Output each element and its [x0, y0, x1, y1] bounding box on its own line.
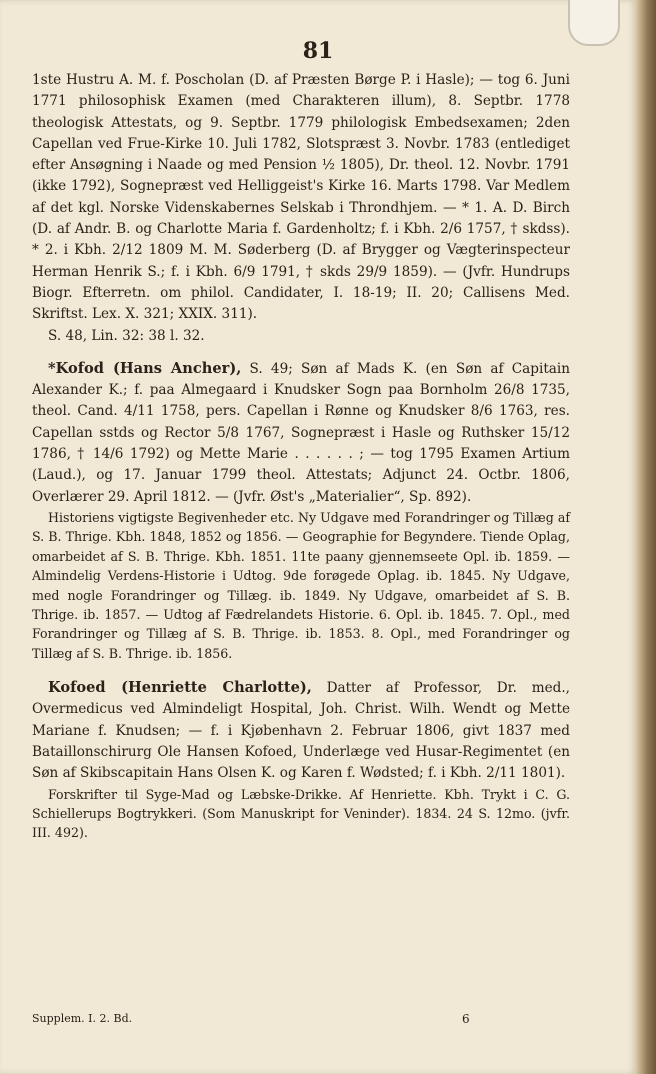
spacer — [32, 663, 570, 677]
bibliography-paragraph: Historiens vigtigste Begivenheder etc. Ny Udgave med Forandringer og Tillæg af S. B. Thrige. Kbh. 1848, 1852 og 1856. — Geographie for Begyndere. Tiende Oplag, omarbeidet af S. B. Thrige. Kbh. 1851. 11te paany gjennemseete Opl. ib. 1859. — Almindelig Verdens-Historie i Udtog. 9de forøgede Oplag. ib. 1845. Ny Udgave, med nogle Forandringer og Tillæg. ib. 1849. Ny Udgave, omarbeidet af S. B. Thrige. ib. 1857. — Udtog af Fædrelandets Historie. 6. Opl. ib. 1845. 7. Opl., med Forandringer og Tillæg af S. B. Thrige. ib. 1853. 8. Opl., med Forandringer og Tillæg af S. B. Thrige. ib. 1856. — [32, 509, 570, 661]
page-footer — [32, 1012, 552, 1025]
footer-volume: Supplem. I. 2. Bd. — [32, 1012, 133, 1025]
text-paragraph: 1ste Hustru A. M. f. Poscholan (D. af Præsten Børge P. i Hasle); — tog 6. Juni 1771 philosophisk Examen (med Charakteren illum), 8. Septbr. 1778 theologisk Attestats, og 9. Septbr. 1779 philologisk Embedsexamen; 2den Capellan ved Frue-Kirke 10. Juli 1782, Slotspræst 3. Novbr. 1783 (entlediget efter Ansøgning i Naade og med Pension ½ 1805), Dr. theol. 12. Novbr. 1791 (ikke 1792), Sognepræst ved Helliggeist's Kirke 16. Marts 1798. Var Medlem af det kgl. Norske Videnskabernes Selskab i Throndhjem. — * 1. A. D. Birch (D. af Andr. B. og Charlotte Maria f. Gardenholtz; f. i Kbh. 2/6 1757, † skdss). * 2. i Kbh. 2/12 1809 M. M. Søderberg (D. af Brygger og Vægterinspecteur Herman Henrik S.; f. i Kbh. 6/9 1791, † skds 29/9 1859). — (Jvfr. Hundrups Biogr. Efterretn. om philol. Candidater, I. 18-19; II. 20; Callisens Med. Skriftst. Lex. X. 321; XXIX. 311). — [32, 72, 570, 323]
entry-text: Datter af Professor, Dr. med., Overmedicus ved Almindeligt Hospital, Joh. Christ. Wilh. Wendt og Mette Mariane f. Knudsen; — f. i Kjøbenhavn 2. Februar 1806, givt 1837 med Bataillonschirurg Ole Hansen Kofoed, Underlæge ved Husar-Regimentet (en Søn af Skibscapitain Hans Olsen K. og Karen f. Wødsted; f. i Kbh. 2/11 1801). — [32, 680, 570, 782]
book-spine — [636, 0, 656, 1074]
bibliography-paragraph: Forskrifter til Syge-Mad og Læbske-Drikke. Af Henriette. Kbh. Trykt i C. G. Schiellerups Bogtrykkeri. (Som Manuskript for Veninder). 1834. 24 S. 12mo. (jvfr. III. 492). — [32, 786, 570, 841]
text-paragraph: S. 48, Lin. 32: 38 l. 32. — [48, 327, 205, 344]
footer-signature: 6 — [462, 1012, 470, 1026]
biography-entry — [32, 677, 570, 784]
spacer — [32, 347, 570, 358]
text-column — [32, 70, 570, 843]
biography-entry — [32, 358, 570, 508]
entry-heading: Kofoed (Henriette Charlotte), — [48, 679, 312, 697]
page-number: 81 — [302, 38, 334, 64]
entry-heading: *Kofod (Hans Ancher), — [48, 359, 242, 377]
entry-text: S. 49; Søn af Mads K. (en Søn af Capitain Alexander K.; f. paa Almegaard i Knudsker Sogn paa Bornholm 26/8 1735, theol. Cand. 4/11 1758, pers. Capellan i Rønne og Knudsker 8/6 1763, res. Capellan sstds og Rector 5/8 1767, Sognepræst i Hasle og Ruthsker 15/12 1786, † 14/6 1792) og Mette Marie . . . . . . ; — tog 1795 Examen Artium (Laud.), og 17. Januar 1799 theol. Attestats; Adjunct 24. Octbr. 1806, Overlærer 29. April 1812. — (Jvfr. Øst's „Materialier“, Sp. 892). — [32, 360, 570, 505]
